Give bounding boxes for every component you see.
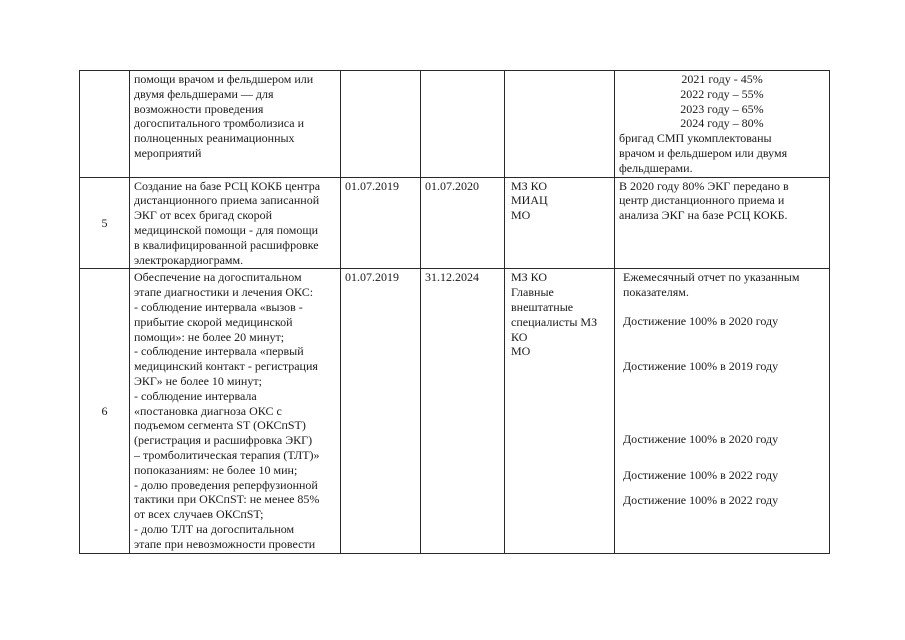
end-date-cell: 01.07.2020 <box>421 177 505 269</box>
achievement-line: Достижение 100% в 2022 году <box>623 493 779 508</box>
achievement-line: Достижение 100% в 2022 году <box>623 468 779 483</box>
task-cell: Создание на базе РСЦ КОКБ центра дистанционного приема записанной ЭКГ от всех бригад скорой медицинской помощи - для помощи в квалифицированной расшифровке электрокардиограмм. <box>130 177 341 269</box>
measures-table <box>79 70 830 554</box>
row-number-cell <box>80 71 130 178</box>
start-date-cell <box>341 71 421 178</box>
responsible-cell: МЗ КО Главные внештатные специалисты МЗ КО МО <box>505 269 615 553</box>
result-cell: 2021 году - 45% 2022 году – 55% 2023 году – 65% 2024 году – 80% бригад СМП укомплектованы врачом и фельдшером или двумя фельдшерами. <box>615 71 830 178</box>
result-cell: Ежемесячный отчет по указанным показателям. Достижение 100% в 2020 году Достижение 100% в 2019 году Достижение 100% в 2020 году Достижение 100% в 2022 году Достижение 100% в 2022 году <box>615 269 830 553</box>
responsible-cell: МЗ КО МИАЦ МО <box>505 177 615 269</box>
start-date-cell: 01.07.2019 <box>341 177 421 269</box>
end-date-cell <box>421 71 505 178</box>
end-date-cell: 31.12.2024 <box>421 269 505 553</box>
achievement-line: Достижение 100% в 2020 году <box>623 431 779 446</box>
table-row <box>80 71 830 178</box>
table-row <box>80 269 830 553</box>
responsible-cell <box>505 71 615 178</box>
start-date-cell: 01.07.2019 <box>341 269 421 553</box>
row-number-cell: 6 <box>80 269 130 553</box>
achievement-line: Достижение 100% в 2019 году <box>623 358 779 373</box>
table-row <box>80 177 830 269</box>
result-cell: В 2020 году 80% ЭКГ передано в центр дистанционного приема и анализа ЭКГ на базе РСЦ КОКБ. <box>615 177 830 269</box>
achievement-line: Достижение 100% в 2020 году <box>623 313 779 328</box>
row-number-cell: 5 <box>80 177 130 269</box>
task-cell: помощи врачом и фельдшером или двумя фельдшерами — для возможности проведения догоспитального тромболизиса и полноценных реанимационных мероприятий <box>130 71 341 178</box>
task-cell: Обеспечение на догоспитальном этапе диагностики и лечения ОКС: - соблюдение интервала «вызов - прибытие скорой медицинской помощи»: не более 20 минут; - соблюдение интервала «первый медицинский контакт - регистрация ЭКГ» не более 10 минут; - соблюдение интервала «постановка диагноза ОКС с подъемом сегмента ST (ОКСпST) (регистрация и расшифровка ЭКГ) – тромболитическая терапия (ТЛТ)» попоказаниям: не более 10 мин; - долю проведения реперфузионной тактики при ОКСпST: не менее 85% от всех случаев ОКСпST; - долю ТЛТ на догоспитальном этапе при невозможности провести <box>130 269 341 553</box>
